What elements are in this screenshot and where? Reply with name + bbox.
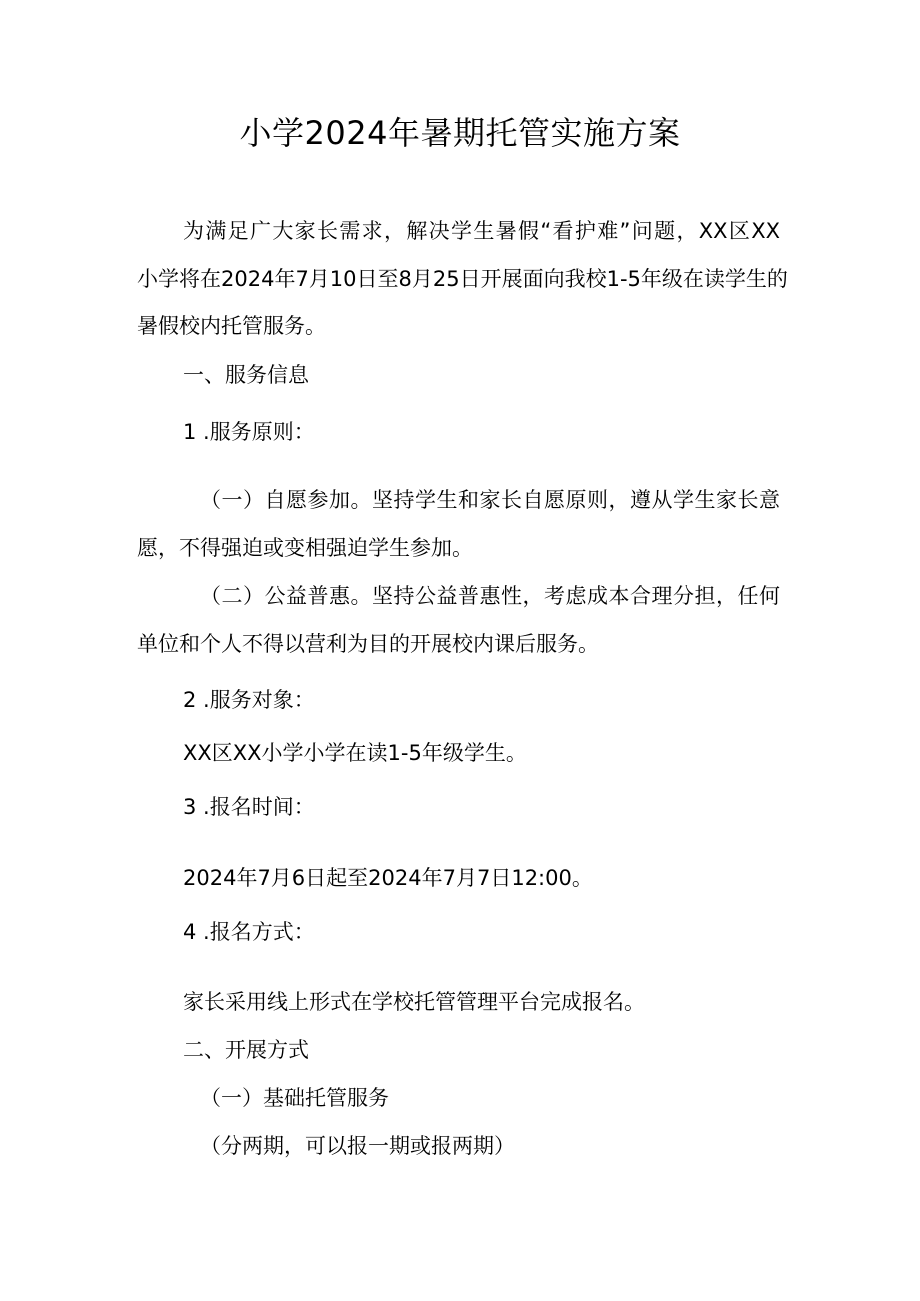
basic-care-service-note: （分两期，可以报一期或报两期） bbox=[200, 1134, 515, 1158]
principle-public-welfare-line: 单位和个人不得以营利为目的开展校内课后服务。 bbox=[137, 632, 599, 656]
registration-method-text: 家长采用线上形式在学校托管管理平台完成报名。 bbox=[183, 990, 645, 1014]
principle-voluntary-line: （一）自愿参加。坚持学生和家长自愿原则，遵从学生家长意 bbox=[200, 488, 780, 512]
item-heading-registration-method: 4 .报名方式： bbox=[183, 920, 315, 944]
item-heading-service-principles: 1 .服务原则： bbox=[183, 420, 315, 444]
principle-public-welfare-line: （二）公益普惠。坚持公益普惠性，考虑成本合理分担，任何 bbox=[200, 584, 780, 608]
section-heading-service-info: 一、服务信息 bbox=[183, 363, 309, 387]
intro-line: 为满足广大家长需求，解决学生暑假“看护难”问题，XX区XX bbox=[183, 219, 780, 243]
intro-line: 暑假校内托管服务。 bbox=[137, 314, 326, 338]
intro-line: 小学将在2024年7月10日至8月25日开展面向我校1-5年级在读学生的 bbox=[137, 267, 788, 291]
item-heading-service-target: 2 .服务对象： bbox=[183, 688, 315, 712]
registration-time-text: 2024年7月6日起至2024年7月7日12:00。 bbox=[183, 866, 593, 890]
section-heading-implementation: 二、开展方式 bbox=[183, 1038, 309, 1062]
subheading-basic-care-service: （一）基础托管服务 bbox=[200, 1086, 389, 1110]
principle-voluntary-line: 愿，不得强迫或变相强迫学生参加。 bbox=[137, 536, 473, 560]
document-title: 小学2024年暑期托管实施方案 bbox=[239, 114, 681, 152]
service-target-text: XX区XX小学小学在读1-5年级学生。 bbox=[183, 741, 527, 765]
item-heading-registration-time: 3 .报名时间： bbox=[183, 795, 315, 819]
